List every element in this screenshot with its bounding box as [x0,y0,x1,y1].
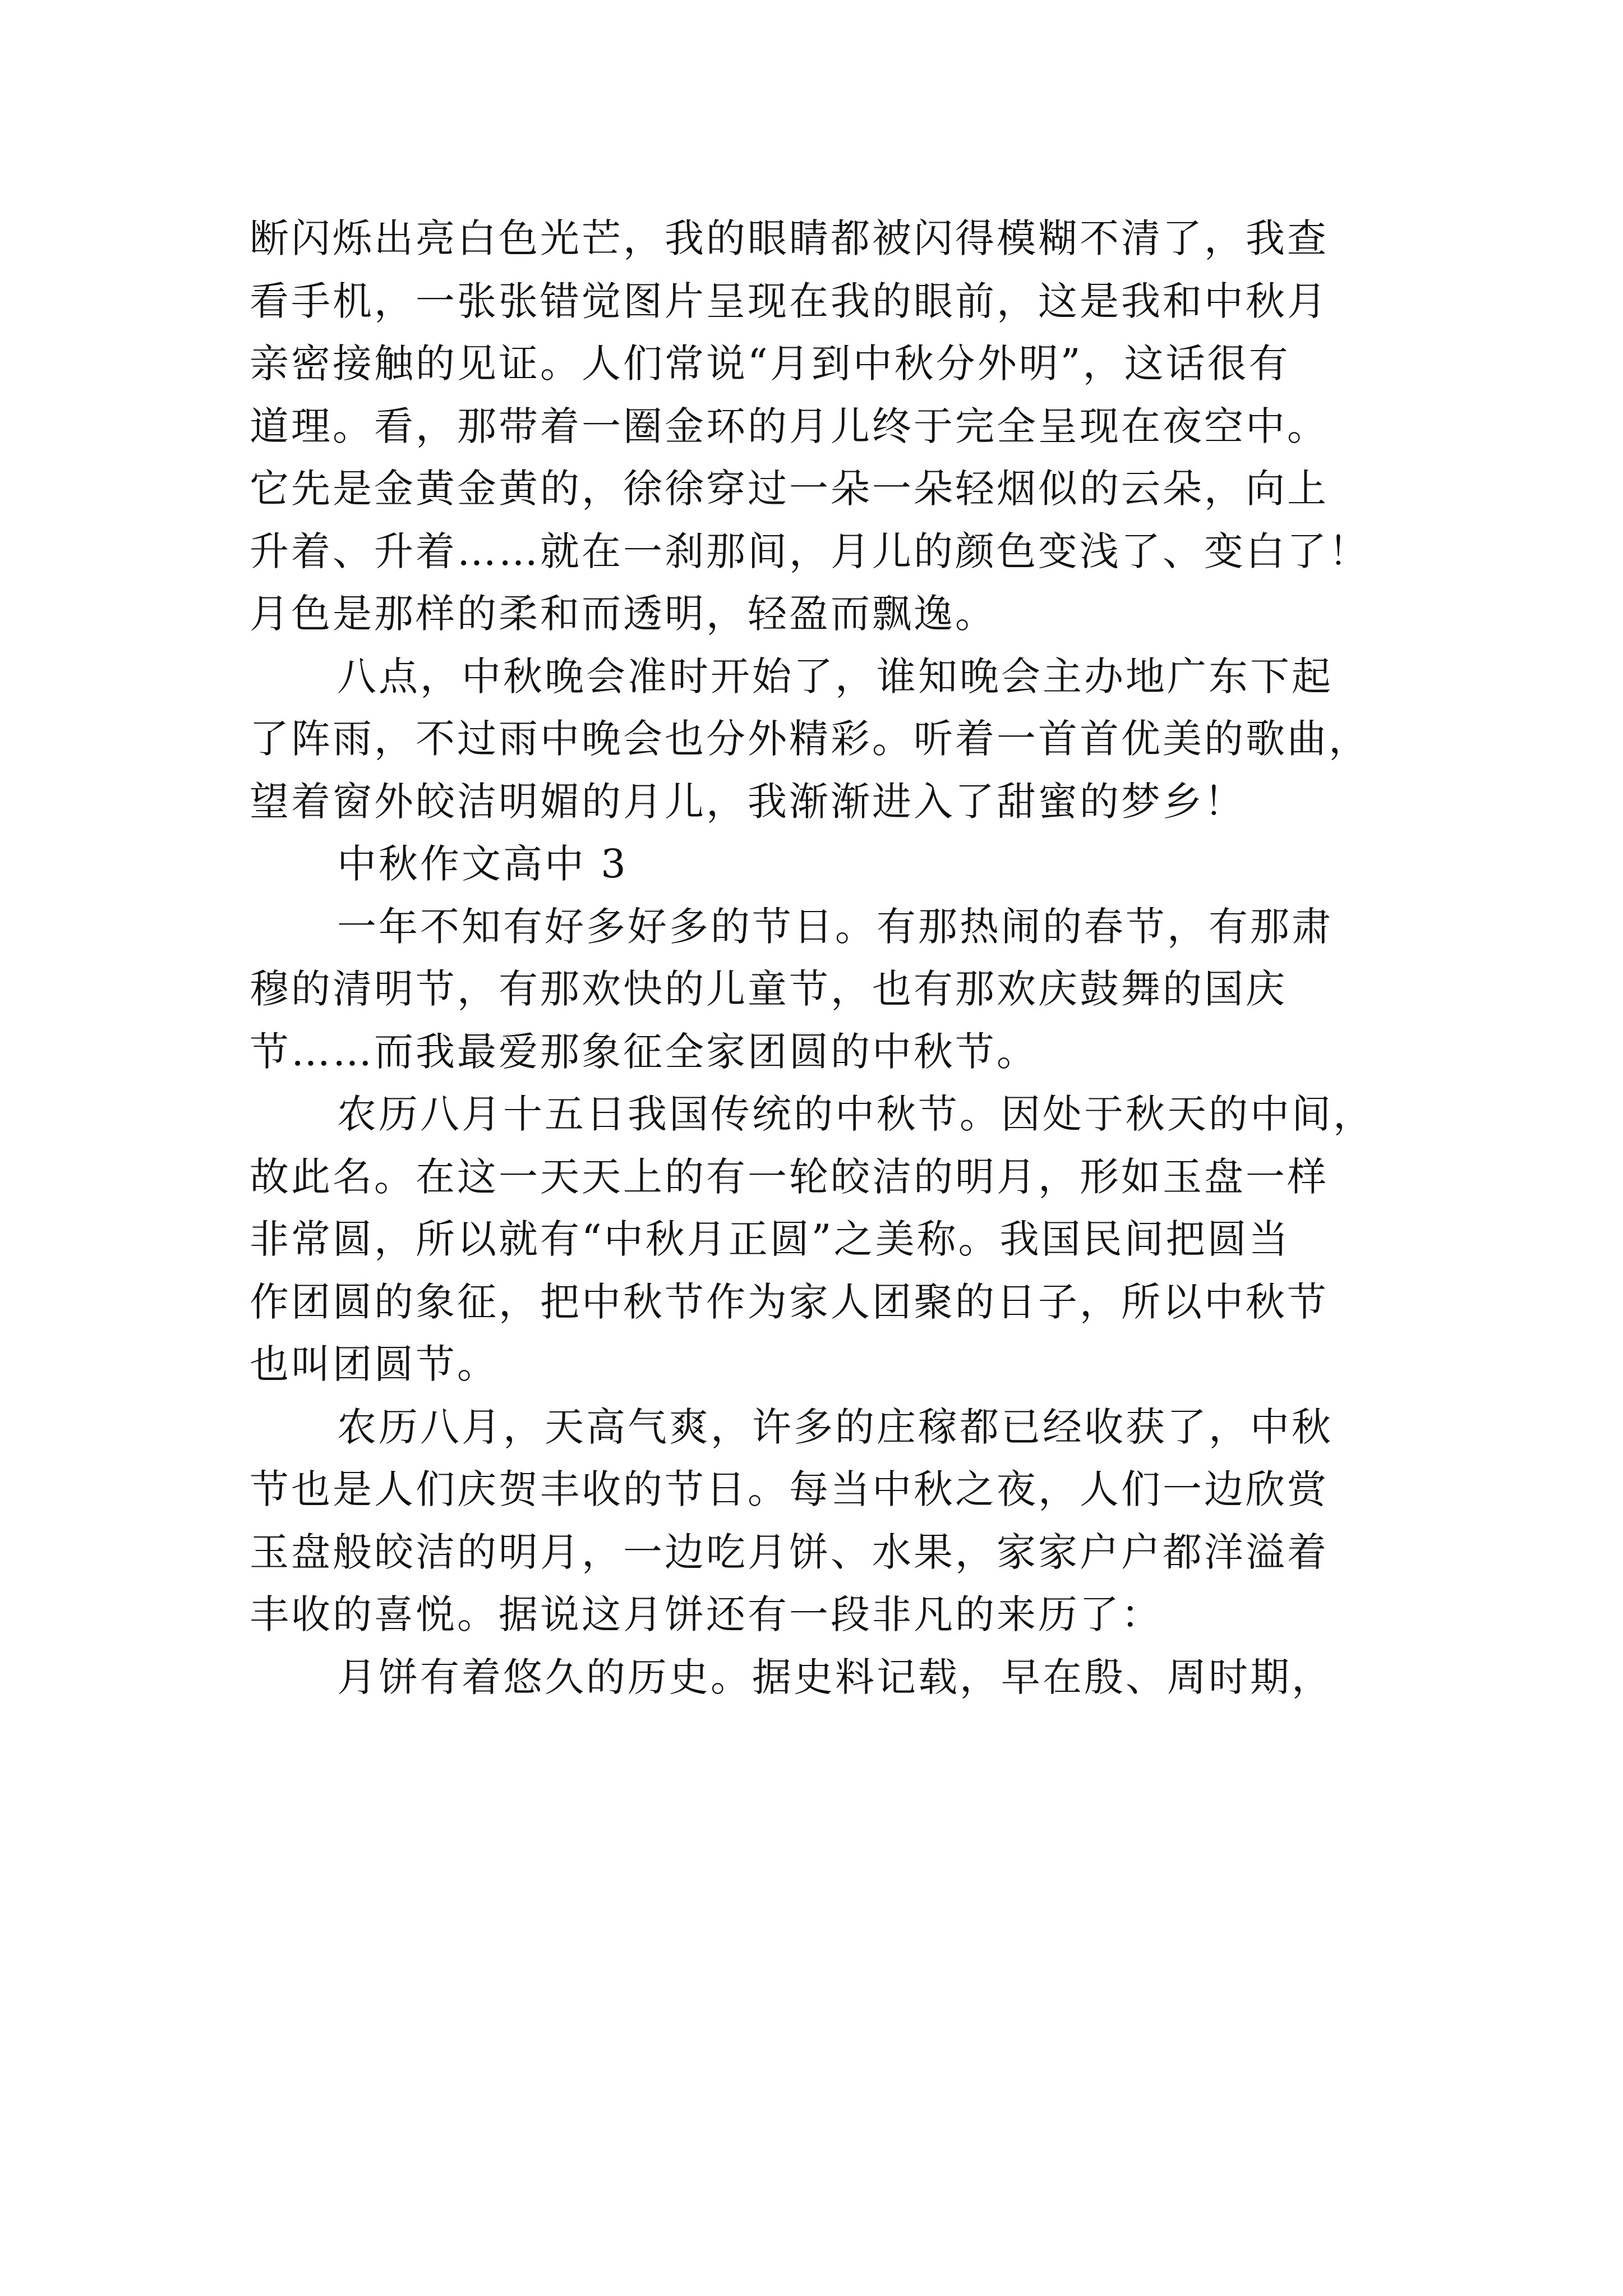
text-line: 也叫团圆节。 [250,1341,499,1387]
text-line: 玉盘般皎洁的明月，一边吃月饼、水果，家家户户都洋溢着 [250,1529,1329,1575]
text-line: 月色是那样的柔和而透明，轻盈而飘逸。 [250,591,997,637]
text-line: 一年不知有好多好多的节日。有那热闹的春节，有那肃 [337,903,1333,950]
text-line: 节……而我最爱那象征全家团圆的中秋节。 [250,1028,1038,1075]
text-line: 丰收的喜悦。据说这月饼还有一段非凡的来历了： [250,1591,1163,1637]
text-line: 了阵雨，不过雨中晚会也分外精彩。听着一首首优美的歌曲， [250,716,1370,762]
text-line: 断闪烁出亮白色光芒，我的眼睛都被闪得模糊不清了，我查 [250,215,1329,261]
text-line: 节也是人们庆贺丰收的节日。每当中秋之夜，人们一边欣赏 [250,1466,1329,1512]
text-line: 农历八月，天高气爽，许多的庄稼都已经收获了，中秋 [337,1404,1333,1450]
text-line: 穆的清明节，有那欢快的儿童节，也有那欢庆鼓舞的国庆 [250,966,1287,1012]
text-line: 望着窗外皎洁明媚的月儿，我渐渐进入了甜蜜的梦乡！ [250,778,1246,825]
text-line: 升着、升着……就在一刹那间，月儿的颜色变浅了、变白了！ [250,528,1370,574]
document-body [250,208,1388,1709]
text-line: 它先是金黄金黄的，徐徐穿过一朵一朵轻烟似的云朵，向上 [250,466,1329,512]
text-line: 月饼有着悠久的历史。据史料记载，早在殷、周时期， [337,1654,1333,1700]
text-line: 非常圆，所以就有“中秋月正圆”之美称。我国民间把圆当 [250,1216,1290,1262]
text-line: 亲密接触的见证。人们常说“月到中秋分外明”，这话很有 [250,341,1290,386]
section-heading: 中秋作文高中 3 [337,841,628,887]
text-line: 八点，中秋晚会准时开始了，谁知晚会主办地广东下起 [337,653,1333,700]
text-line: 故此名。在这一天天上的有一轮皎洁的明月，形如玉盘一样 [250,1153,1329,1200]
text-line: 作团圆的象征，把中秋节作为家人团聚的日子，所以中秋节 [250,1278,1329,1325]
text-line: 看手机，一张张错觉图片呈现在我的眼前，这是我和中秋月 [250,278,1329,324]
text-line: 农历八月十五日我国传统的中秋节。因处于秋天的中间， [337,1091,1375,1137]
text-line: 道理。看，那带着一圈金环的月儿终于完全呈现在夜空中。 [250,403,1329,449]
